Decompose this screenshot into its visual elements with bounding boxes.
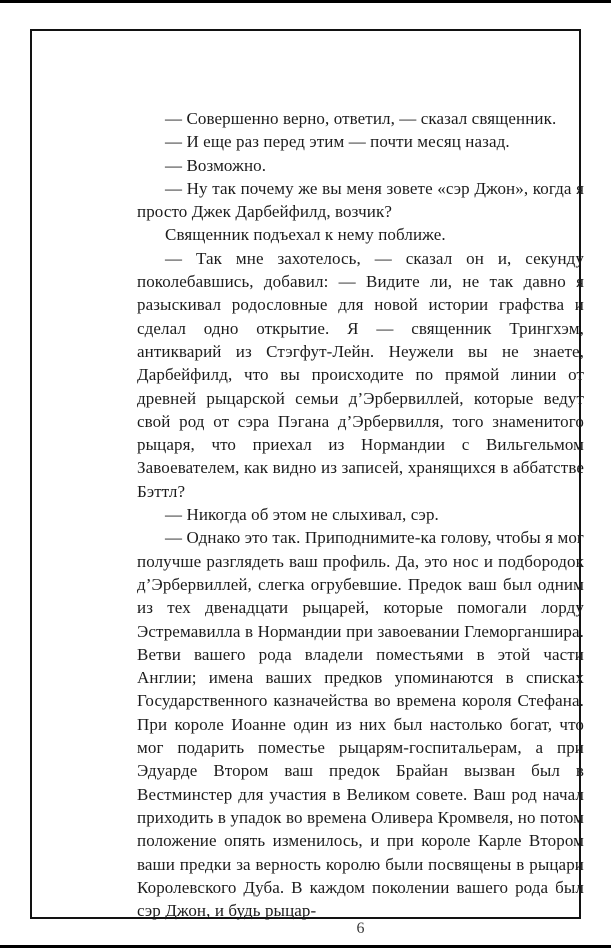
page-number: 6 <box>356 920 365 937</box>
paragraph: — Ну так почему же вы меня зовете «сэр Джон», когда я просто Джек Дарбейфилд, возчик? <box>137 178 584 222</box>
page-border-frame <box>30 29 584 937</box>
paragraph: — Однако это так. Приподнимите-ка голову, чтобы я мог получше разглядеть ваш профиль. Да, это нос и подбородок д’Эрбервиллей, слегка огрубевшие. Предок ваш был одним из тех двенадцати рыцарей, которые помогали лорду Эстремавилла в Нормандии при завоевании Глеморганшира. Ветви вашего рода владели поместьями в этой части Англии; имена ваших предков упоминаются в списках Государственного казначейства во времена короля Стефана. При короле Иоанне один из них был настолько богат, что мог подарить поместье рыцарям-госпитальерам, а при Эдуарде Втором ваш предок Брайан вызван был в Вестминстер для участия в Великом совете. Ваш род начал приходить в упадок во времена Оливера Кромвеля, но потом положение опять изменилось, и при короле Карле Втором ваши предки за верность королю были посвящены в рыцари Королевского Дуба. В каждом поколении вашего рода был сэр Джон, и будь рыцар- <box>137 528 584 921</box>
paragraph: — Совершенно верно, ответил, — сказал священник. <box>165 109 557 128</box>
paragraph: — Возможно. <box>165 155 267 175</box>
paragraph: — Так мне захотелось, — сказал он и, секунду поколебавшись, добавил: — Видите ли, не так давно я разыскивал родословные для новой истории графства и сделал одно открытие. Я — священник Трингхэм, антикварий из Стэгфут-Лейн. Неужели вы не знаете, Дарбейфилд, что вы происходите по прямой линии от древней рыцарской семьи д’Эрбервиллей, которые ведут свой род от сэра Пэгана д’Эрбервилля, того знаменитого рыцаря, что приехал из Нормандии с Вильгельмом Завоевателем, как видно из записей, хранящихся в аббатстве Бэттл? <box>137 248 584 501</box>
paragraph: Священник подъехал к нему поближе. <box>165 225 446 245</box>
paragraph: — Никогда об этом не слыхивал, сэр. <box>165 505 439 525</box>
screen-edge-top <box>0 0 611 3</box>
page-text-block <box>137 107 584 922</box>
paragraph: — И еще раз перед этим — почти месяц назад. <box>165 132 510 152</box>
